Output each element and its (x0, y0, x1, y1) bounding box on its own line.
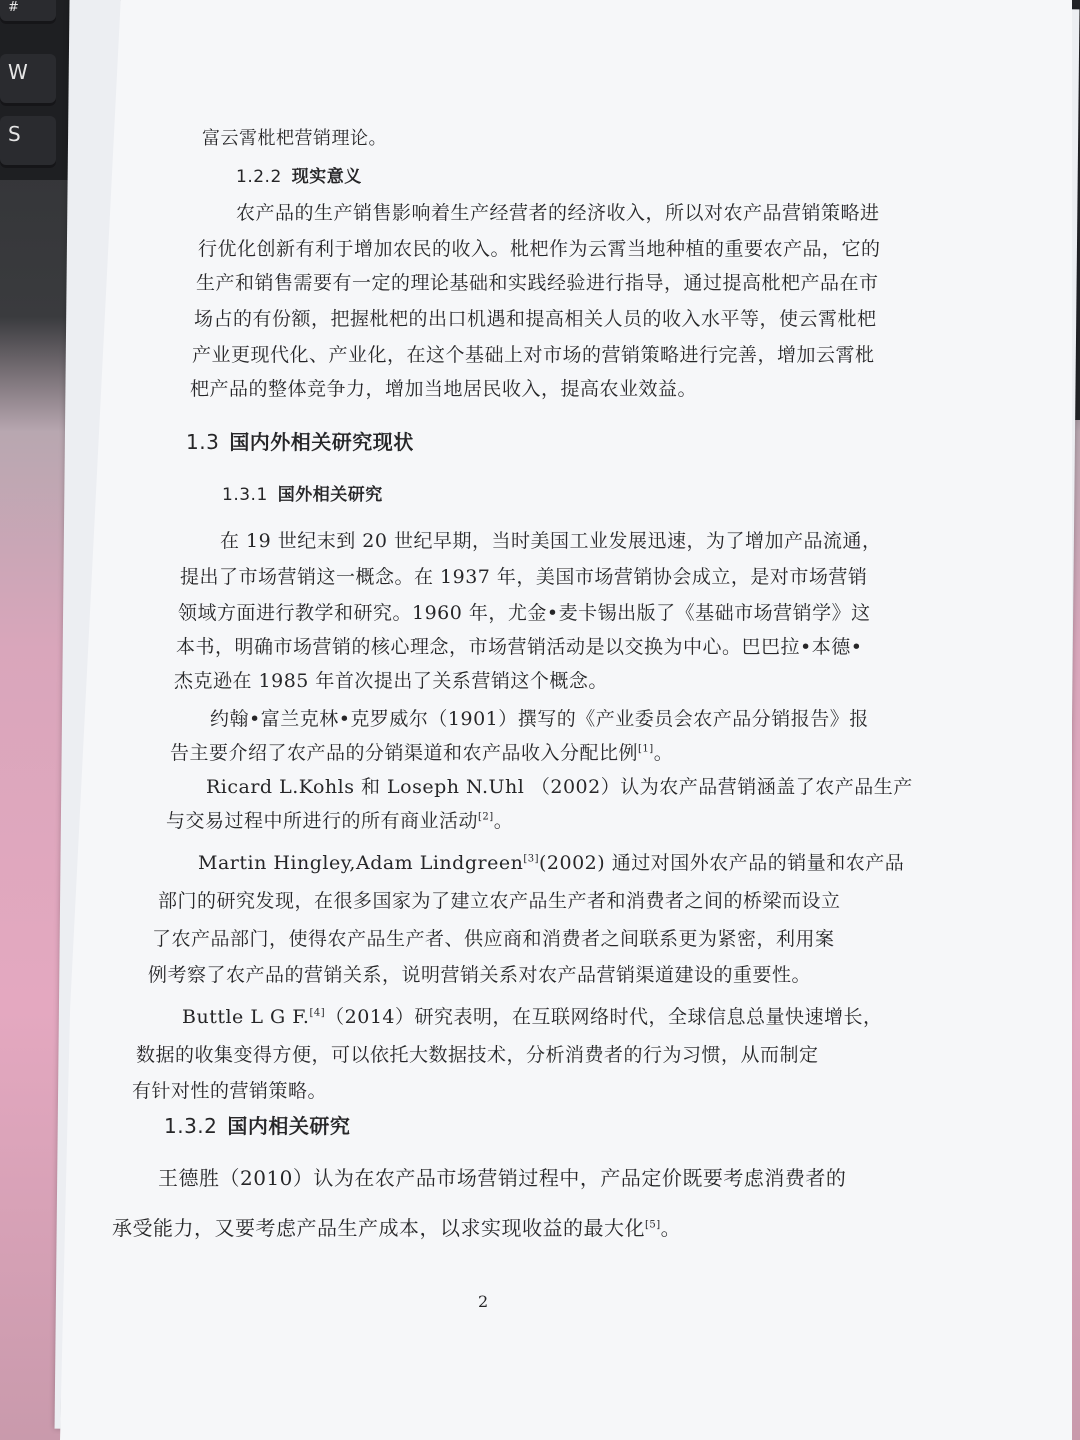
text-line: 部门的研究发现，在很多国家为了建立农产品生产者和消费者之间的桥梁而设立 (158, 890, 841, 912)
text-line: 农产品的生产销售影响着生产经营者的经济收入，所以对农产品营销策略进 (236, 202, 880, 224)
text-line: 领域方面进行教学和研究。1960 年，尤金•麦卡锡出版了《基础市场营销学》这 (178, 602, 871, 624)
text-line: 杰克逊在 1985 年首次提出了关系营销这个概念。 (174, 670, 608, 692)
keyboard-key: S (0, 116, 56, 168)
text-line: 生产和销售需要有一定的理论基础和实践经验进行指导，通过提高枇杷产品在市 (196, 272, 879, 294)
section-number: 1.2.2 (236, 167, 282, 187)
section-title: 国内相关研究 (227, 1114, 351, 1138)
section-title: 国内外相关研究现状 (229, 430, 414, 454)
keyboard-key: W (0, 54, 56, 106)
text-line: 富云霄枇杷营销理论。 (202, 128, 387, 149)
keyboard-key: # (0, 0, 56, 24)
text-line: 告主要介绍了农产品的分销渠道和农产品收入分配比例[1]。 (170, 742, 674, 764)
text-line: 有针对性的营销策略。 (132, 1080, 328, 1102)
section-heading (186, 426, 414, 455)
text-line: 提出了市场营销这一概念。在 1937 年，美国市场营销协会成立，是对市场营销 (180, 566, 868, 588)
section-heading (164, 1110, 350, 1139)
citation-ref: [5] (645, 1219, 661, 1231)
citation-ref: [1] (638, 743, 654, 755)
section-number: 1.3 (186, 430, 220, 454)
section-number: 1.3.2 (164, 1114, 218, 1138)
text-line: 承受能力，又要考虑产品生产成本，以求实现收益的最大化[5]。 (112, 1216, 682, 1240)
text-line: 王德胜（2010）认为在农产品市场营销过程中，产品定价既要考虑消费者的 (158, 1166, 847, 1190)
text-line: 数据的收集变得方便，可以依托大数据技术，分析消费者的行为习惯，从而制定 (136, 1044, 819, 1066)
text-line: 与交易过程中所进行的所有商业活动[2]。 (166, 810, 514, 832)
text-line: 本书，明确市场营销的核心理念，市场营销活动是以交换为中心。巴巴拉•本德• (176, 636, 863, 658)
text-line: 约翰•富兰克林•克罗威尔（1901）撰写的《产业委员会农产品分销报告》报 (210, 708, 869, 730)
text-line: 了农产品部门，使得农产品生产者、供应商和消费者之间联系更为紧密，利用案 (152, 928, 835, 950)
text-line: 在 19 世纪末到 20 世纪早期，当时美国工业发展迅速，为了增加产品流通， (220, 530, 882, 552)
section-heading (222, 480, 383, 505)
citation-ref: [4] (309, 1007, 326, 1019)
citation-ref: [2] (478, 811, 494, 823)
section-number: 1.3.1 (222, 485, 268, 505)
section-title: 国外相关研究 (277, 485, 383, 505)
text-line: 行优化创新有利于增加农民的收入。枇杷作为云霄当地种植的重要农产品，它的 (198, 238, 881, 260)
text-line: 例考察了农产品的营销关系，说明营销关系对农产品营销渠道建设的重要性。 (148, 964, 812, 986)
text-line: 场占的有份额，把握枇杷的出口机遇和提高相关人员的收入水平等，使云霄枇杷 (194, 308, 877, 330)
section-heading (236, 162, 362, 187)
section-title: 现实意义 (291, 167, 362, 187)
text-line: Martin Hingley,Adam Lindgreen[3](2002) 通过对国外农产品的销量和农产品 (198, 852, 905, 874)
page-number: 2 (478, 1292, 489, 1311)
citation-ref: [3] (523, 853, 539, 865)
text-line: 产业更现代化、产业化，在这个基础上对市场的营销策略进行完善，增加云霄枇 (192, 344, 875, 366)
text-line: 杷产品的整体竞争力，增加当地居民收入，提高农业效益。 (190, 378, 698, 400)
text-line: Buttle L G F.[4]（2014）研究表明，在互联网络时代，全球信息总量快速增长， (182, 1006, 883, 1028)
text-line: Ricard L.Kohls 和 Loseph N.Uhl （2002）认为农产品营销涵盖了农产品生产 (206, 776, 913, 798)
